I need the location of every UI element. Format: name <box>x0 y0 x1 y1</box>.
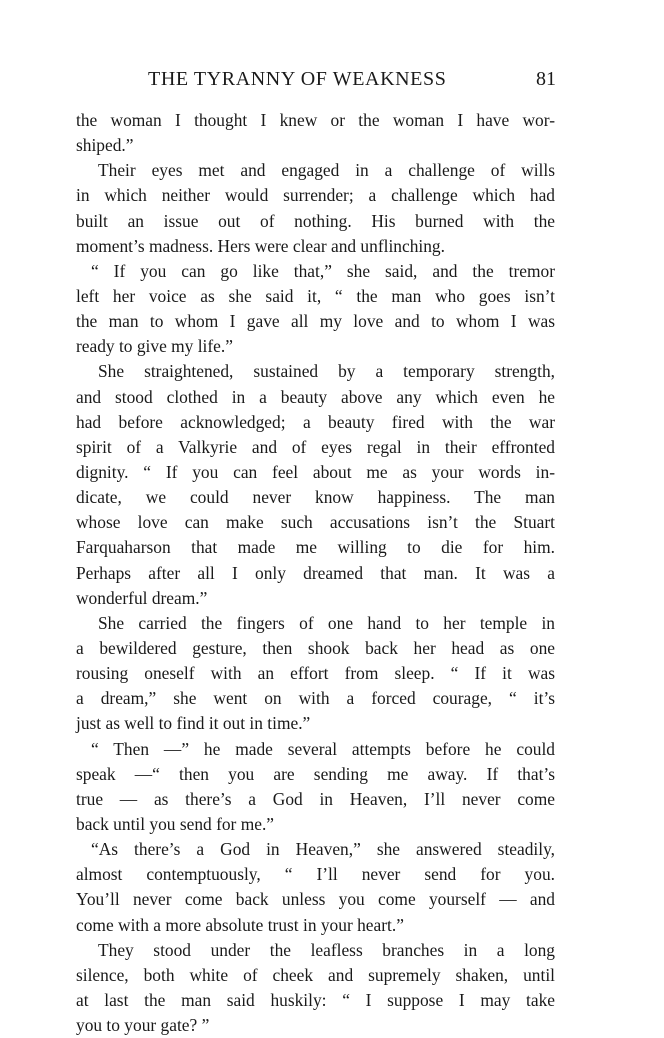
text-line: ready to give my life.” <box>76 336 233 357</box>
text-line: in which neither would surrender; a challenge which had <box>76 185 555 206</box>
text-line: built an issue out of nothing. His burned with the <box>76 210 555 231</box>
text-line: speak —“ then you are sending me away. If that’s <box>76 763 555 784</box>
text-line: true — as there’s a God in Heaven, I’ll never come <box>76 788 555 809</box>
text-line: a dream,” she went on with a forced courage, “ it’s <box>76 688 555 709</box>
text-line: dignity. “ If you can feel about me as your words in- <box>76 461 555 482</box>
text-line: wonderful dream.” <box>76 587 208 608</box>
running-title: THE TYRANNY OF WEAKNESS <box>148 68 447 90</box>
page-number: 81 <box>536 68 556 90</box>
text-line: You’ll never come back unless you come yourself — and <box>76 889 555 910</box>
text-line: silence, both white of cheek and supremely shaken, until <box>76 964 555 985</box>
text-line: back until you send for me.” <box>76 813 275 834</box>
paragraph-start-line: She straightened, sustained by a temporary strength, <box>98 361 555 382</box>
running-head <box>76 68 556 94</box>
text-line: come with a more absolute trust in your heart.” <box>76 914 404 935</box>
text-line: just as well to find it out in time.” <box>76 713 311 734</box>
text-line: at last the man said huskily: “ I suppose I may take <box>76 989 555 1010</box>
paragraph-start-line: She carried the fingers of one hand to her temple in <box>98 612 555 633</box>
text-line: spirit of a Valkyrie and of eyes regal in their effronted <box>76 436 555 457</box>
paragraph-start-line: Their eyes met and engaged in a challenge of wills <box>98 160 555 181</box>
text-line: rousing oneself with an effort from sleep. “ If it was <box>76 663 555 684</box>
body-text <box>76 108 555 1038</box>
text-line: left her voice as she said it, “ the man who goes isn’t <box>76 285 555 306</box>
text-line: moment’s madness. Hers were clear and unflinching. <box>76 235 445 256</box>
text-line: shiped.” <box>76 135 134 156</box>
paragraph-start-line: “As there’s a God in Heaven,” she answered steadily, <box>91 839 555 860</box>
text-line: and stood clothed in a beauty above any which even he <box>76 386 555 407</box>
paragraph-start-line: “ Then —” he made several attempts before he could <box>91 738 555 759</box>
text-line: whose love can make such accusations isn’t the Stuart <box>76 512 555 533</box>
text-line: a bewildered gesture, then shook back her head as one <box>76 637 555 658</box>
text-line: Perhaps after all I only dreamed that man. It was a <box>76 562 555 583</box>
paragraph-start-line: “ If you can go like that,” she said, and the tremor <box>91 260 555 281</box>
text-line: dicate, we could never know happiness. The man <box>76 487 555 508</box>
text-line: you to your gate? ” <box>76 1015 210 1036</box>
text-line: had before acknowledged; a beauty fired with the war <box>76 411 555 432</box>
paragraph-start-line: They stood under the leafless branches in a long <box>98 939 555 960</box>
text-line: Farquaharson that made me willing to die for him. <box>76 537 555 558</box>
text-line: almost contemptuously, “ I’ll never send for you. <box>76 864 555 885</box>
text-line: the man to whom I gave all my love and to whom I was <box>76 311 555 332</box>
text-line: the woman I thought I knew or the woman I have wor- <box>76 110 555 130</box>
